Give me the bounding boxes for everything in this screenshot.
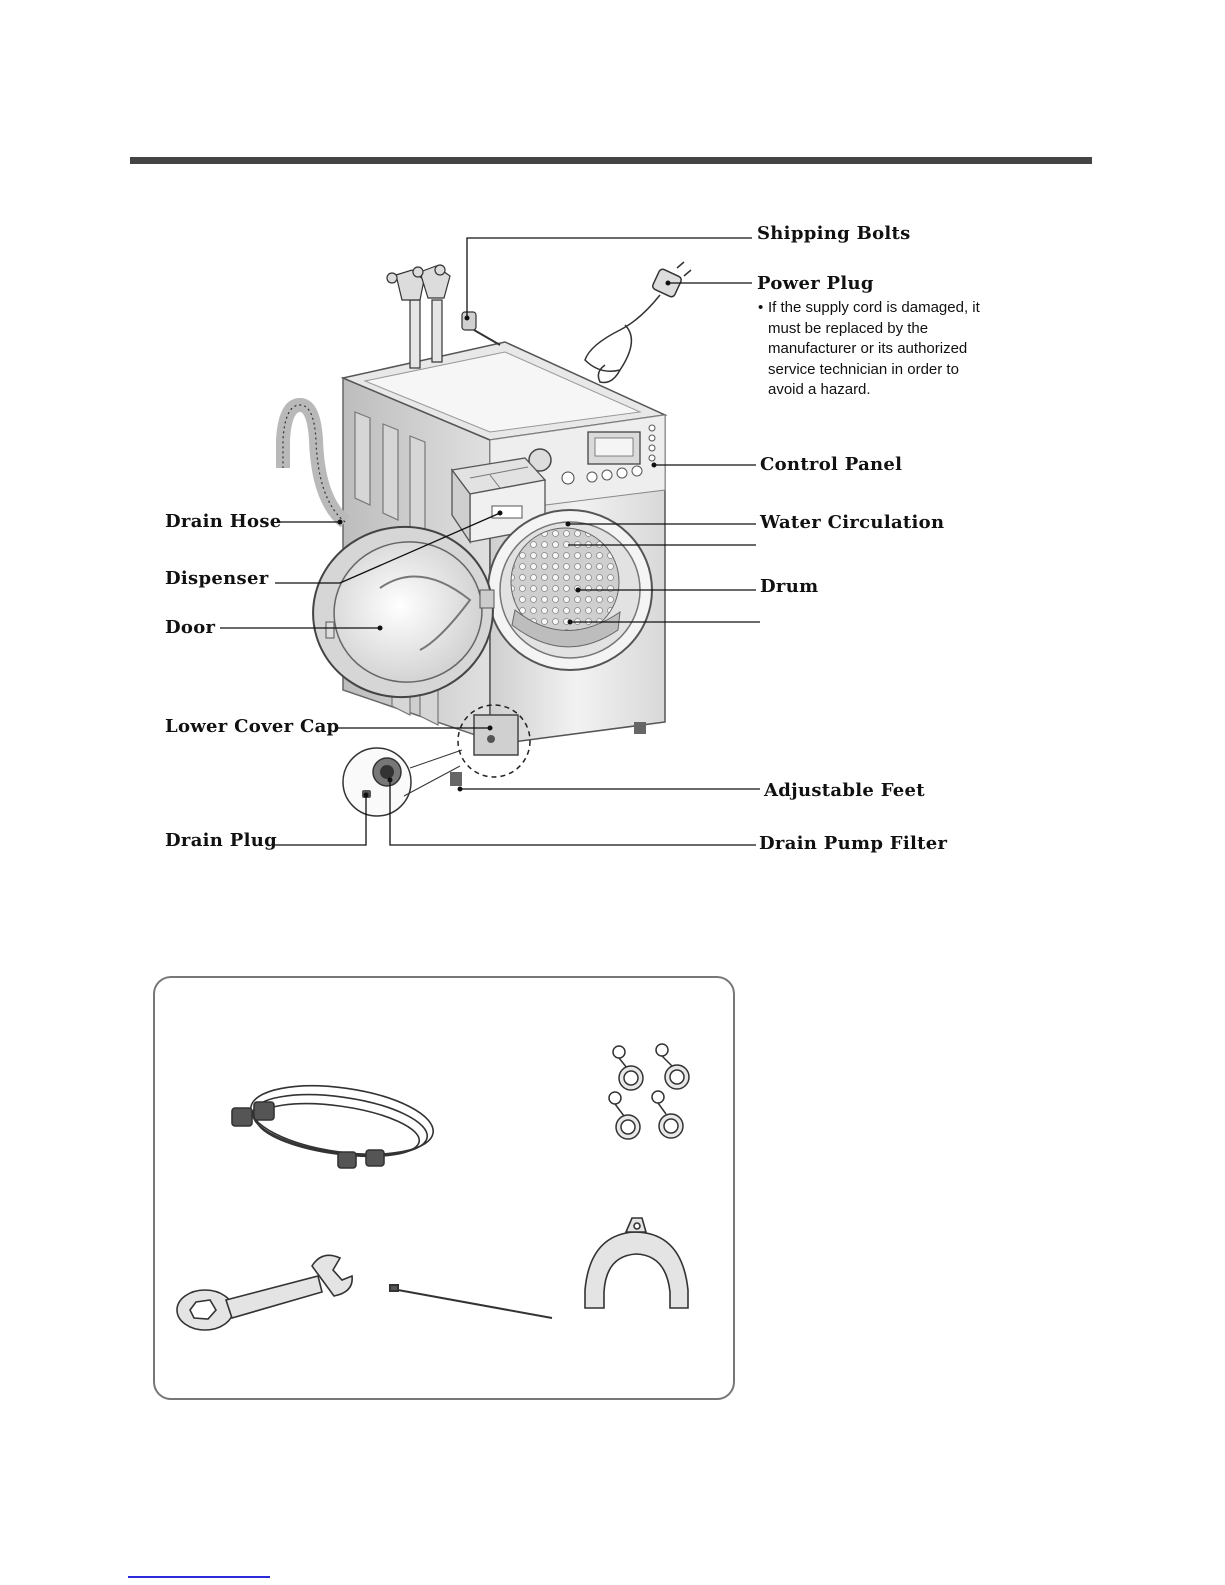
label-drum: Drum [760, 576, 819, 597]
power-plug-note-text: If the supply cord is damaged, it must be replaced by the manufacturer or its authorized service technician in order to avoid a hazard. [768, 299, 980, 398]
power-cord [585, 262, 691, 383]
washing-machine [302, 342, 665, 816]
label-drain-pump-filter: Drain Pump Filter [759, 833, 948, 854]
label-drain-hose: Drain Hose [165, 511, 282, 532]
label-dispenser: Dispenser [165, 568, 269, 589]
lower-cover-cap [474, 715, 518, 755]
accessories-box [153, 976, 735, 1400]
label-shipping-bolts: Shipping Bolts [757, 223, 911, 244]
label-control-panel: Control Panel [760, 454, 903, 475]
label-water-circulation: Water Circulation [760, 512, 945, 533]
bullet-icon: • [758, 299, 764, 316]
water-taps [387, 265, 450, 368]
label-adjustable-feet: Adjustable Feet [764, 780, 925, 801]
leader-shipping-bolts [467, 238, 752, 318]
label-door: Door [165, 617, 216, 638]
power-plug-note [758, 298, 988, 401]
label-power-plug: Power Plug [757, 273, 874, 294]
drain-hose [283, 405, 345, 522]
label-lower-cover-cap: Lower Cover Cap [165, 716, 340, 737]
leader-drain-pump-filter [390, 780, 756, 845]
label-drain-plug: Drain Plug [165, 830, 277, 851]
adjustable-foot [450, 772, 462, 786]
footer-rule [128, 1576, 270, 1578]
